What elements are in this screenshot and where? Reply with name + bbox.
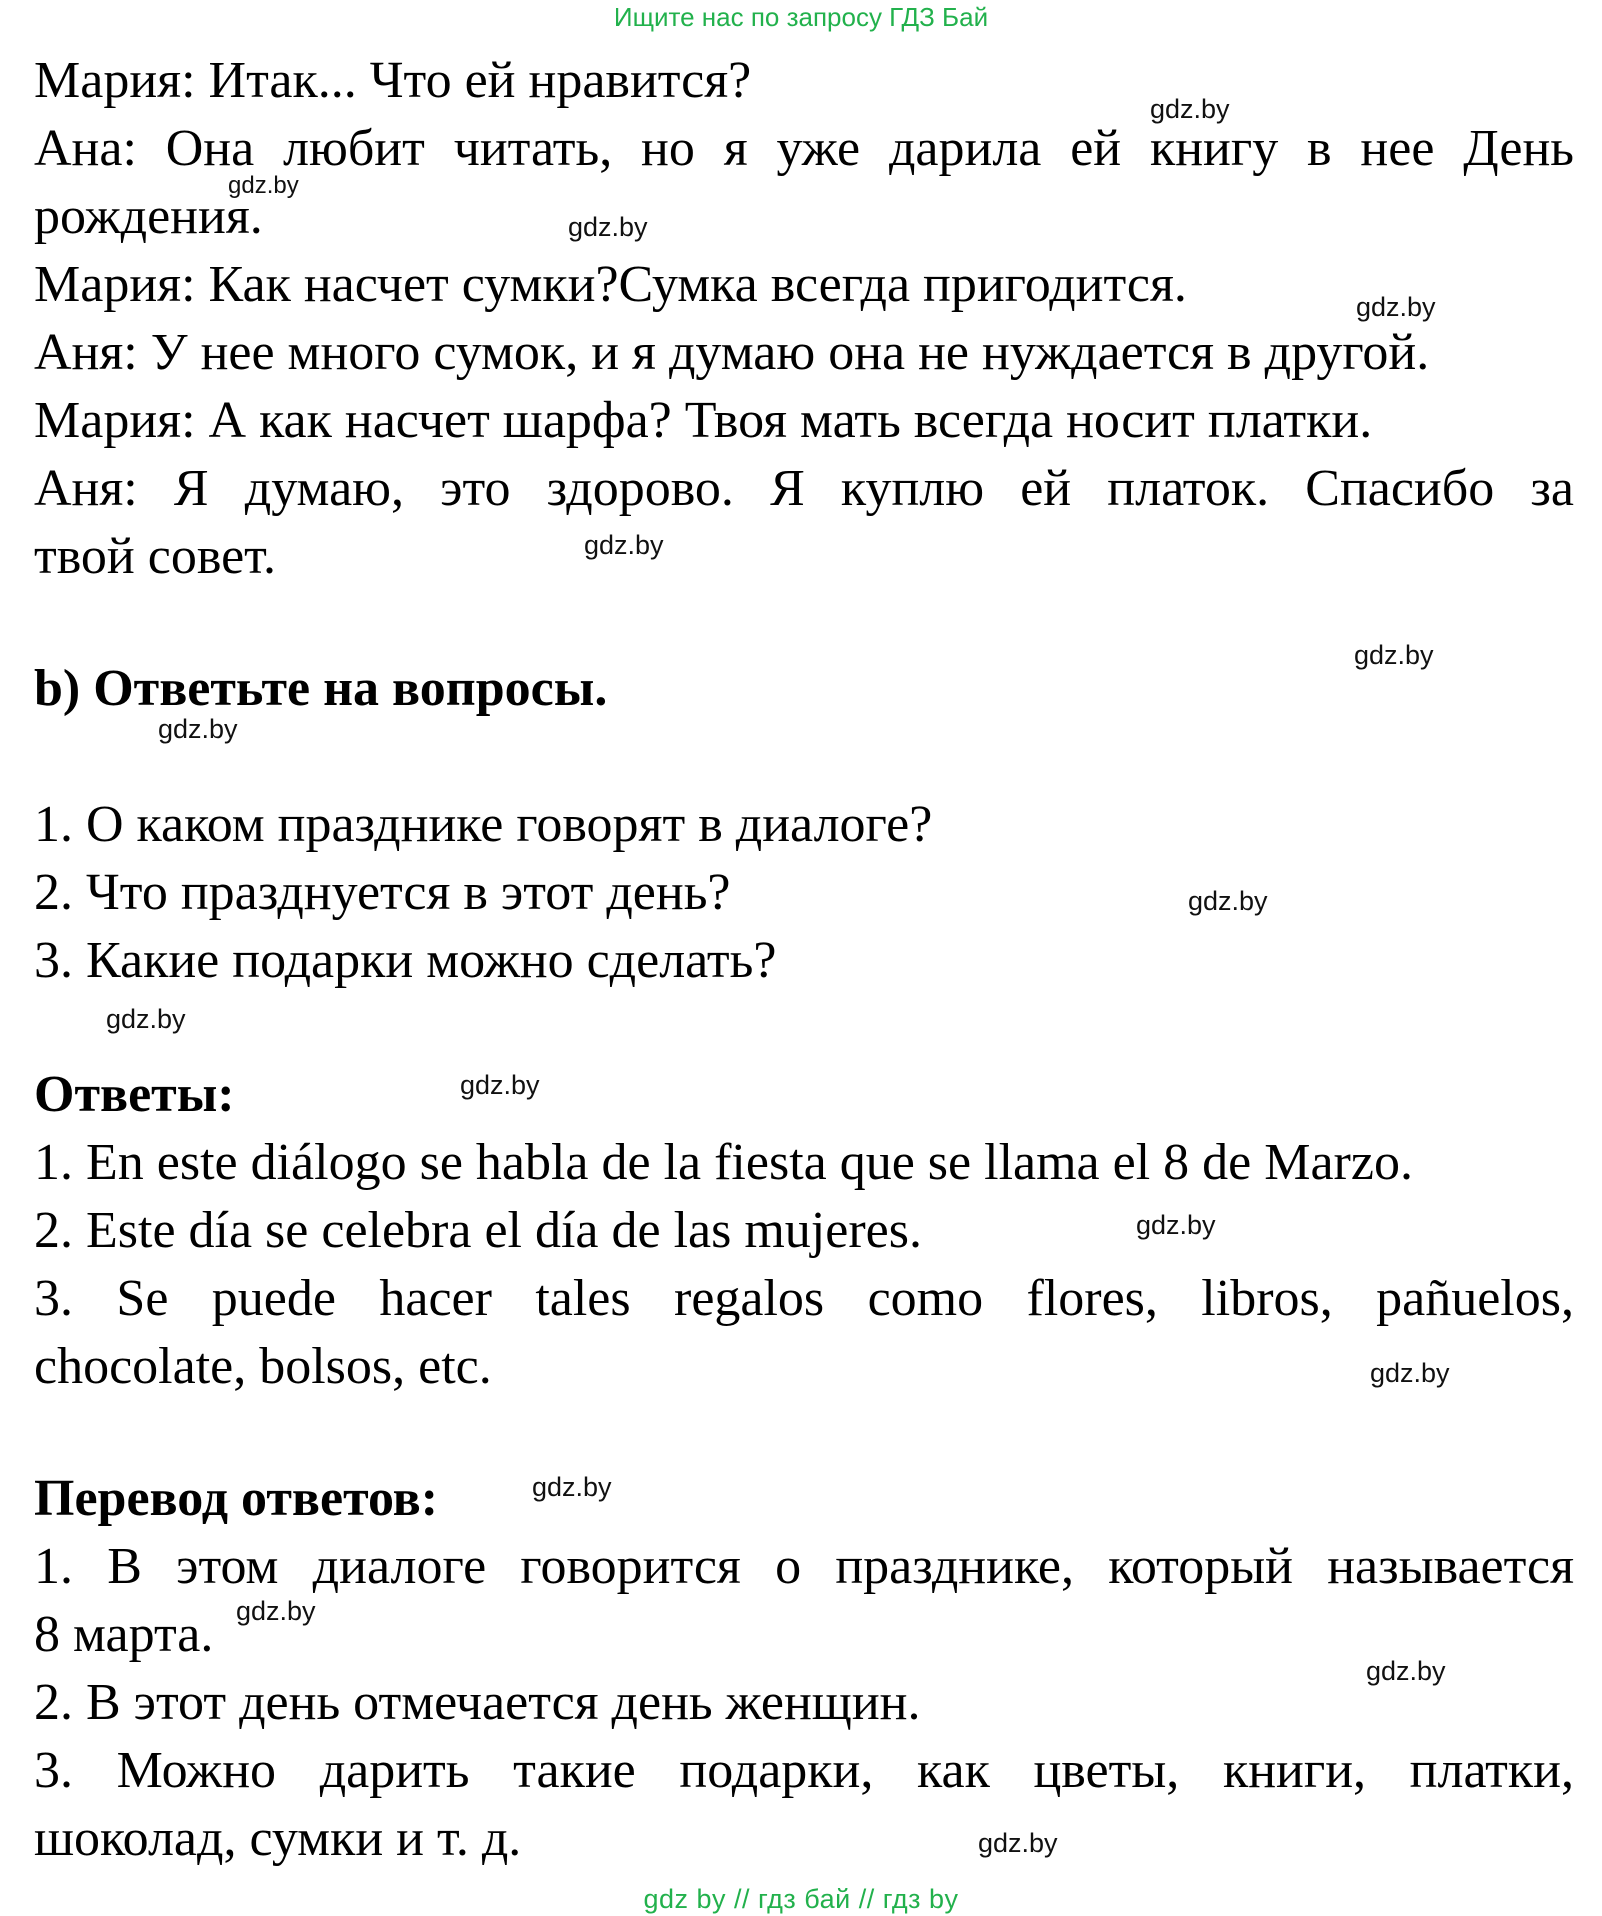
answers-heading: Ответы: xyxy=(34,1066,235,1123)
answer-line-3: 3. Se puede hacer tales regalos como flores, libros, pañuelos, xyxy=(34,1270,1574,1327)
dialogue-line-2: Ана: Она любит читать, но я уже дарила ей книгу в нее День xyxy=(34,120,1574,177)
dialogue-line-8: твой совет. xyxy=(34,528,276,585)
watermark: gdz.by xyxy=(158,714,238,744)
watermark: gdz.by xyxy=(1136,1210,1216,1240)
question-1: 1. О каком празднике говорят в диалоге? xyxy=(34,796,933,853)
question-2: 2. Что празднуется в этот день? xyxy=(34,864,731,921)
dialogue-line-3: рождения. xyxy=(34,188,263,245)
translation-line-3: 2. В этот день отмечается день женщин. xyxy=(34,1674,921,1731)
dialogue-line-7: Аня: Я думаю, это здорово. Я куплю ей платок. Спасибо за xyxy=(34,460,1574,517)
dialogue-line-6: Мария: А как насчет шарфа? Твоя мать всегда носит платки. xyxy=(34,392,1373,449)
answer-line-4: chocolate, bolsos, etc. xyxy=(34,1338,492,1395)
translation-line-4: 3. Можно дарить такие подарки, как цветы, книги, платки, xyxy=(34,1742,1574,1799)
dialogue-line-5: Аня: У нее много сумок, и я думаю она не нуждается в другой. xyxy=(34,324,1430,381)
watermark: gdz.by xyxy=(236,1596,316,1626)
watermark: gdz.by xyxy=(1150,94,1230,124)
translation-line-5: шоколад, сумки и т. д. xyxy=(34,1810,522,1867)
watermark: gdz.by xyxy=(584,530,664,560)
question-3: 3. Какие подарки можно сделать? xyxy=(34,932,777,989)
answer-line-1: 1. En este diálogo se habla de la fiesta que se llama el 8 de Marzo. xyxy=(34,1134,1413,1191)
watermark: gdz.by xyxy=(1366,1656,1446,1686)
watermark: gdz.by xyxy=(978,1828,1058,1858)
watermark: gdz.by xyxy=(568,212,648,242)
watermark: gdz.by xyxy=(106,1004,186,1034)
task-b-heading: b) Ответьте на вопросы. xyxy=(34,660,608,717)
watermark: gdz.by xyxy=(532,1472,612,1502)
translation-heading: Перевод ответов: xyxy=(34,1470,439,1527)
answer-line-2: 2. Este día se celebra el día de las mujeres. xyxy=(34,1202,922,1259)
watermark: gdz.by xyxy=(1356,292,1436,322)
watermark: gdz.by xyxy=(1188,886,1268,916)
watermark: gdz.by xyxy=(1370,1358,1450,1388)
watermark: gdz.by xyxy=(1354,640,1434,670)
translation-line-2: 8 марта. xyxy=(34,1606,214,1663)
dialogue-line-1: Мария: Итак... Что ей нравится? xyxy=(34,52,752,109)
translation-line-1: 1. В этом диалоге говорится о празднике, который называется xyxy=(34,1538,1574,1595)
watermark: gdz.by xyxy=(228,172,299,199)
dialogue-line-4: Мария: Как насчет сумки?Сумка всегда пригодится. xyxy=(34,256,1187,313)
watermark: gdz.by xyxy=(460,1070,540,1100)
search-hint-link[interactable]: Ищите нас по запросу ГДЗ Бай xyxy=(613,2,989,32)
footer-links[interactable]: gdz by // гдз бай // гдз by xyxy=(643,1884,959,1914)
